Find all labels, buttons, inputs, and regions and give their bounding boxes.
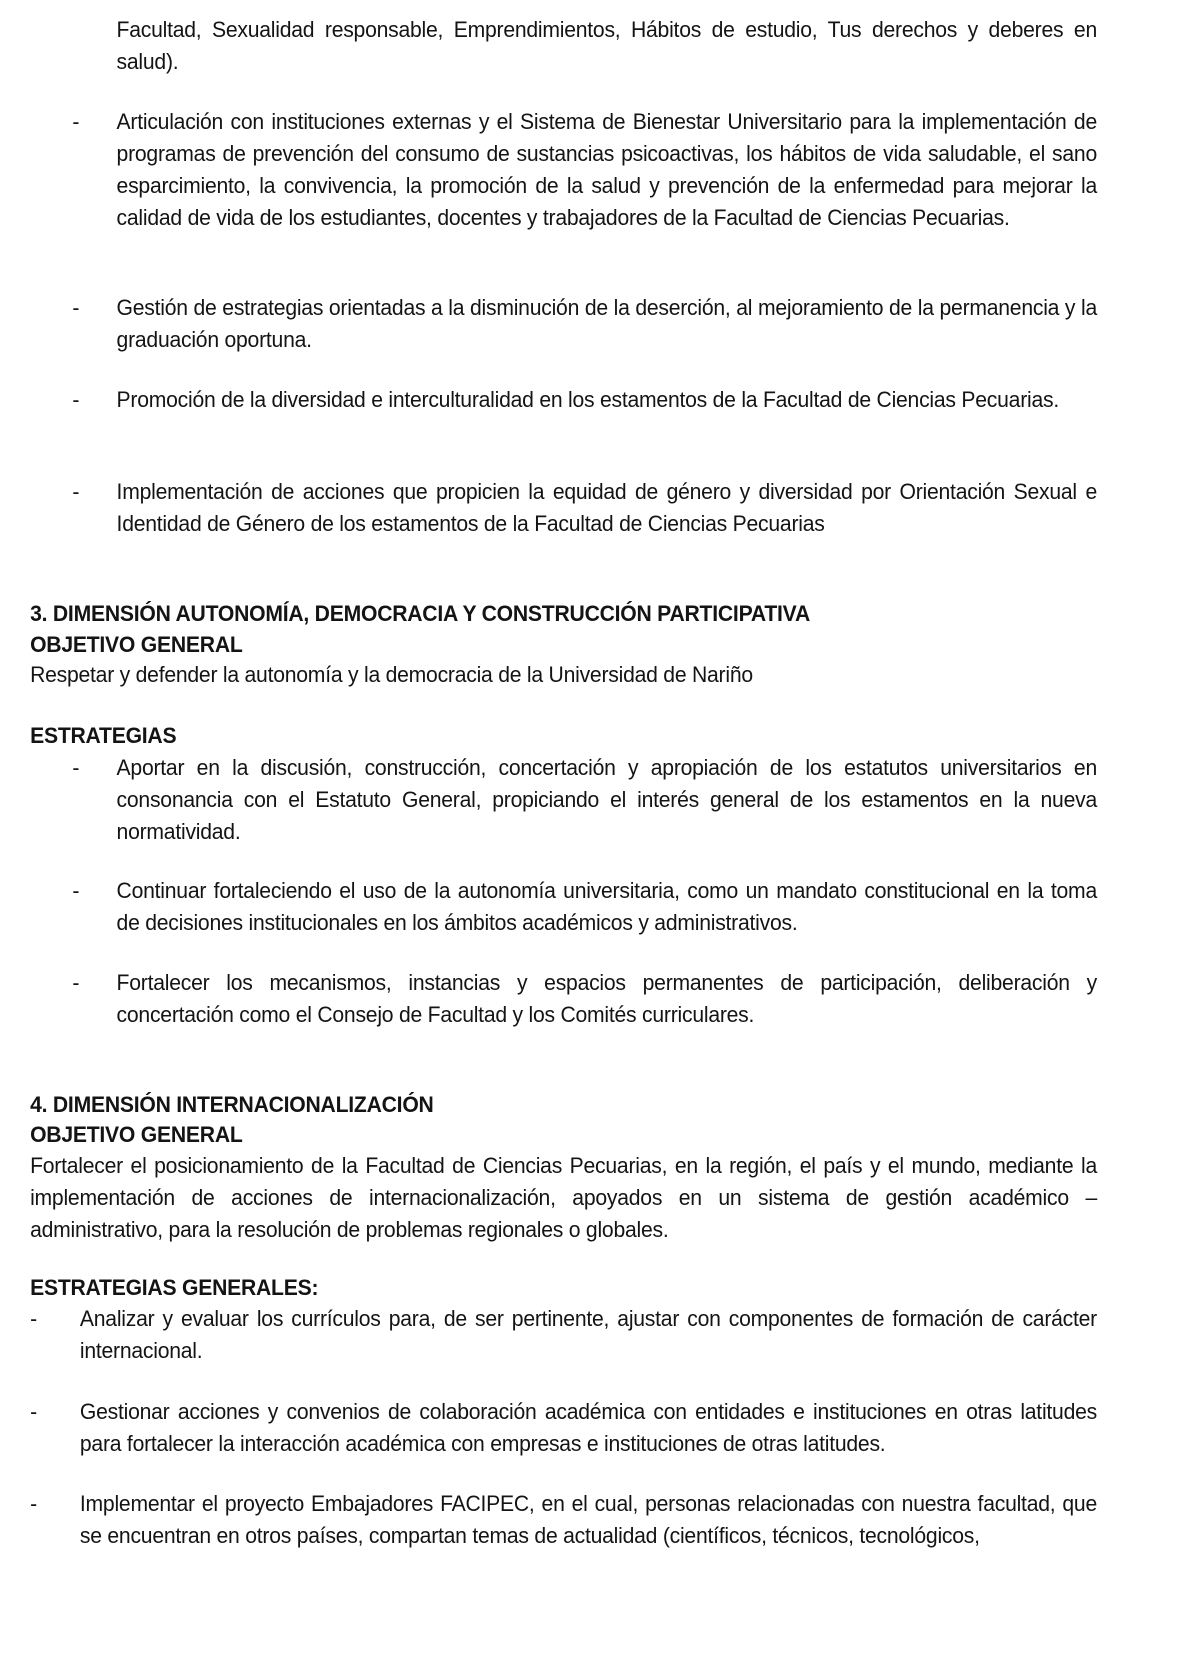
list-item bbox=[30, 1303, 1097, 1367]
list-item-text: Continuar fortaleciendo el uso de la autonomía universitaria, como un mandato constitucional en la toma de decisiones institucionales en los ámbitos académicos y administrativos. bbox=[116, 878, 1097, 935]
list-item bbox=[30, 1396, 1097, 1460]
bullet-dash: - bbox=[72, 387, 80, 412]
bullet-dash: - bbox=[72, 109, 80, 134]
section-4-title: 4. DIMENSIÓN INTERNACIONALIZACIÓN bbox=[30, 1092, 434, 1117]
section-4-strategies-heading: ESTRATEGIAS GENERALES: bbox=[30, 1275, 319, 1300]
list-item bbox=[72, 875, 1097, 939]
section-3-objective-heading: OBJETIVO GENERAL bbox=[30, 632, 243, 657]
list-item bbox=[72, 752, 1097, 848]
list-item bbox=[30, 1488, 1097, 1552]
list-item-text: Implementación de acciones que propicien la equidad de género y diversidad por Orientación Sexual e Identidad de Género de los estamentos de la Facultad de Ciencias Pecuarias bbox=[116, 479, 1097, 536]
list-item bbox=[72, 476, 1097, 540]
section-3-strategies-heading: ESTRATEGIAS bbox=[30, 723, 177, 748]
list-item bbox=[72, 384, 1097, 416]
section-4-objective-text: Fortalecer el posicionamiento de la Facultad de Ciencias Pecuarias, en la región, el país y el mundo, mediante la implementación de acciones de internacionalización, apoyados en un sistema de gestión académico – administrativo, para la resolución de problemas regionales o globales. bbox=[30, 1153, 1097, 1242]
list-item-text: Fortalecer los mecanismos, instancias y espacios permanentes de participación, deliberación y concertación como el Consejo de Facultad y los Comités curriculares. bbox=[116, 970, 1097, 1027]
bullet-dash: - bbox=[72, 295, 80, 320]
bullet-dash: - bbox=[30, 1306, 37, 1331]
bullet-dash: - bbox=[72, 479, 80, 504]
list-item-text: Analizar y evaluar los currículos para, de ser pertinente, ajustar con componentes de formación de carácter internacional. bbox=[79, 1306, 1097, 1363]
section-4-objective-heading: OBJETIVO GENERAL bbox=[30, 1122, 243, 1147]
section-3-objective-text: Respetar y defender la autonomía y la democracia de la Universidad de Nariño bbox=[30, 662, 753, 687]
bullet-dash: - bbox=[72, 755, 80, 780]
continuation-paragraph bbox=[117, 14, 1097, 78]
bullet-dash: - bbox=[30, 1399, 37, 1424]
list-item-text: Gestionar acciones y convenios de colaboración académica con entidades e instituciones en otras latitudes para fortalecer la interacción académica con empresas e instituciones de otras latitudes. bbox=[79, 1399, 1097, 1456]
list-item-text: Articulación con instituciones externas y el Sistema de Bienestar Universitario para la implementación de programas de prevención del consumo de sustancias psicoactivas, los hábitos de vida saludable, el sano esparcimiento, la convivencia, la promoción de la salud y prevención de la enfermedad para mejorar la calidad de vida de los estudiantes, docentes y trabajadores de la Facultad de Ciencias Pecuarias. bbox=[116, 109, 1097, 230]
bullet-dash: - bbox=[72, 970, 80, 995]
list-item-text: Implementar el proyecto Embajadores FACIPEC, en el cual, personas relacionadas con nuestra facultad, que se encuentran en otros países, compartan temas de actualidad (científicos, técnicos, tecnológicos, bbox=[79, 1491, 1097, 1548]
list-item-text: Promoción de la diversidad e interculturalidad en los estamentos de la Facultad de Ciencias Pecuarias. bbox=[116, 387, 1059, 412]
list-item bbox=[72, 292, 1097, 356]
section-4-objective-paragraph bbox=[30, 1150, 1097, 1246]
list-item bbox=[72, 106, 1097, 234]
list-item-text: Aportar en la discusión, construcción, concertación y apropiación de los estatutos universitarios en consonancia con el Estatuto General, propiciando el interés general de los estamentos en la nueva normatividad. bbox=[116, 755, 1097, 844]
continuation-text: Facultad, Sexualidad responsable, Emprendimientos, Hábitos de estudio, Tus derechos y deberes en salud). bbox=[116, 17, 1097, 74]
section-3-title: 3. DIMENSIÓN AUTONOMÍA, DEMOCRACIA Y CONSTRUCCIÓN PARTICIPATIVA bbox=[30, 601, 811, 626]
list-item bbox=[72, 967, 1097, 1031]
bullet-dash: - bbox=[30, 1491, 37, 1516]
bullet-dash: - bbox=[72, 878, 80, 903]
list-item-text: Gestión de estrategias orientadas a la disminución de la deserción, al mejoramiento de la permanencia y la graduación oportuna. bbox=[116, 295, 1097, 352]
